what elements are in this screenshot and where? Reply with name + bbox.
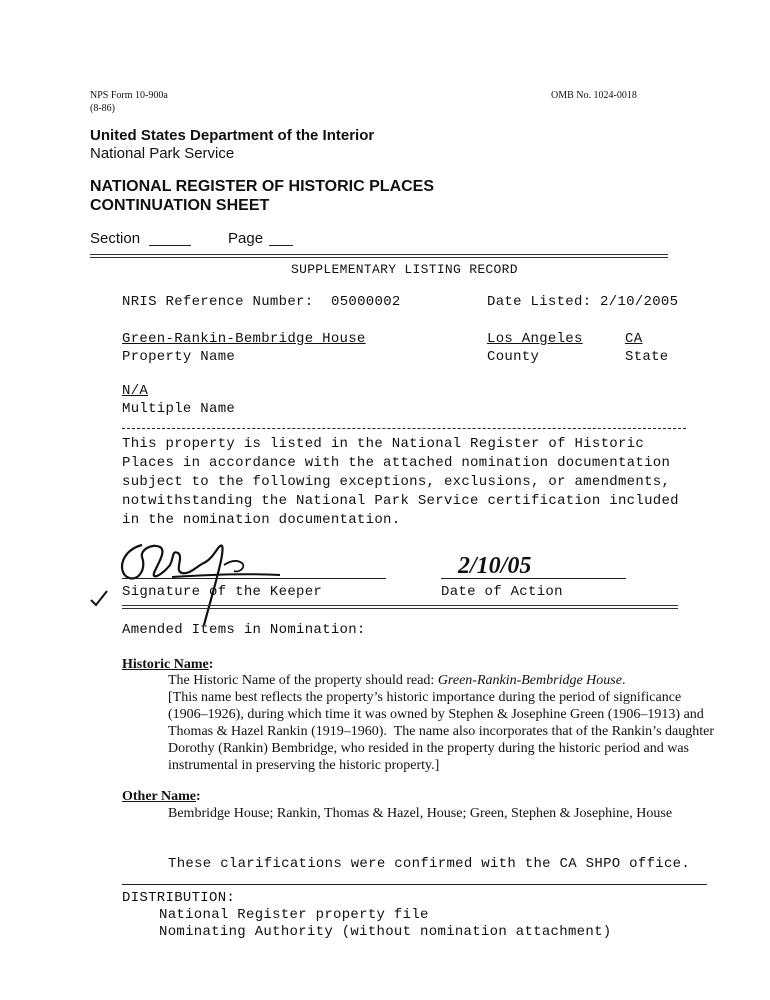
historic-name-note-line: (1906–1926), during which time it was owned by Stephen & Josephine Green (1906–1913) and xyxy=(168,707,704,722)
historic-name-note-line: [This name best reflects the property’s historic importance during the period of significance xyxy=(168,690,682,705)
statement-line: Places in accordance with the attached nomination documentation xyxy=(122,455,671,471)
signature-label: Signature of the Keeper xyxy=(122,584,323,600)
service-name: National Park Service xyxy=(90,145,235,162)
header-divider xyxy=(90,254,668,258)
page-title-line1: NATIONAL REGISTER OF HISTORIC PLACES xyxy=(90,178,435,195)
statement-line: subject to the following exceptions, exclusions, or amendments, xyxy=(122,474,671,490)
amended-heading: Amended Items in Nomination: xyxy=(122,622,366,638)
date-listed-value: 2/10/2005 xyxy=(600,294,679,310)
amended-divider xyxy=(122,605,678,609)
state-value: CA xyxy=(625,331,643,347)
page-title-line2: CONTINUATION SHEET xyxy=(90,197,270,214)
statement-line: This property is listed in the National Register of Historic xyxy=(122,436,645,452)
other-name-heading: Other Name: xyxy=(122,789,201,804)
page-blank xyxy=(269,245,293,246)
distribution-divider xyxy=(122,884,707,885)
historic-name-note-line: Thomas & Hazel Rankin (1919–1960). The name also incorporates that of the Rankin’s daughter xyxy=(168,724,714,739)
multiple-name-label: Multiple Name xyxy=(122,401,236,417)
historic-name-value: Green-Rankin-Bembridge House xyxy=(437,673,622,688)
property-name: Green-Rankin-Bembridge House xyxy=(122,331,366,347)
county-label: County xyxy=(487,349,540,365)
distribution-heading: DISTRIBUTION: xyxy=(122,890,236,906)
form-number: NPS Form 10-900a xyxy=(90,90,168,101)
signature-line xyxy=(122,578,386,579)
date-line xyxy=(441,578,626,579)
statement-line: in the nomination documentation. xyxy=(122,512,401,528)
historic-name-statement: The Historic Name of the property should read: Green-Rankin-Bembridge House. xyxy=(168,673,626,688)
record-title: SUPPLEMENTARY LISTING RECORD xyxy=(291,262,518,277)
record-divider xyxy=(122,428,686,429)
nris-value: 05000002 xyxy=(331,294,401,310)
date-of-action-label: Date of Action xyxy=(441,584,563,600)
other-name-text: Bembridge House; Rankin, Thomas & Hazel, House; Green, Stephen & Josephine, House xyxy=(168,806,673,821)
clarification-note: These clarifications were confirmed with the CA SHPO office. xyxy=(168,856,691,872)
county-value: Los Angeles xyxy=(487,331,583,347)
historic-name-note-line: instrumental in preserving the historic property.] xyxy=(168,758,440,773)
page-label: Page xyxy=(228,230,264,247)
omb-number: OMB No. 1024-0018 xyxy=(551,90,637,101)
distribution-item: Nominating Authority (without nomination attachment) xyxy=(159,924,612,940)
multiple-name-value: N/A xyxy=(122,383,149,399)
department-name: United States Department of the Interior xyxy=(90,127,375,144)
distribution-item: National Register property file xyxy=(159,907,429,923)
historic-name-heading: Historic Name: xyxy=(122,657,214,672)
historic-name-note-line: Dorothy (Rankin) Bembridge, who resided in the property during the historic period and was xyxy=(168,741,689,756)
state-label: State xyxy=(625,349,669,365)
property-name-label: Property Name xyxy=(122,349,236,365)
nris-label: NRIS Reference Number: xyxy=(122,294,314,310)
section-blank xyxy=(149,245,191,246)
check-mark-icon xyxy=(88,588,110,610)
date-listed-label: Date Listed: xyxy=(487,294,592,310)
statement-line: notwithstanding the National Park Service certification included xyxy=(122,493,679,509)
handwritten-date: 2/10/05 xyxy=(458,553,532,579)
section-label: Section xyxy=(90,230,141,247)
form-date: (8-86) xyxy=(90,103,115,114)
